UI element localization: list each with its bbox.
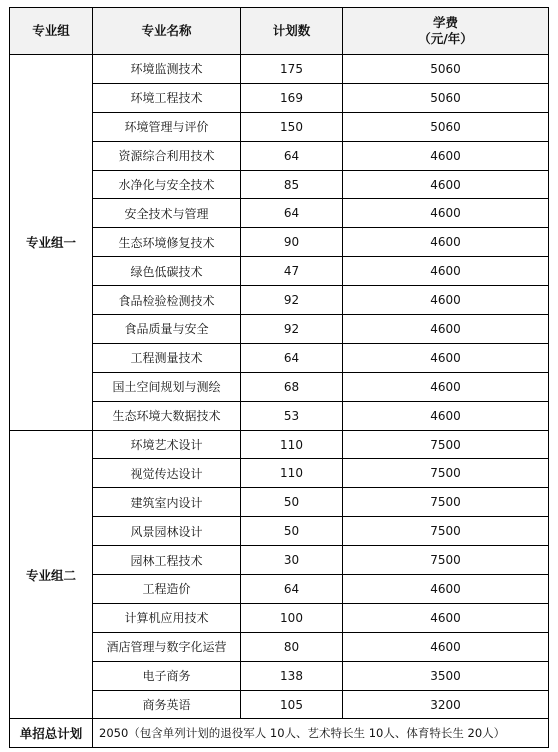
tuition-cell: 7500	[343, 546, 549, 575]
plan-count-cell: 105	[241, 690, 343, 719]
plan-count-cell: 68	[241, 372, 343, 401]
major-name-cell: 酒店管理与数字化运营	[93, 632, 241, 661]
major-name-cell: 生态环境大数据技术	[93, 401, 241, 430]
plan-count-cell: 50	[241, 517, 343, 546]
total-row	[10, 719, 549, 748]
plan-count-cell: 110	[241, 430, 343, 459]
plan-count-cell: 92	[241, 286, 343, 315]
total-text: 2050（包含单列计划的退役军人 10人、艺术特长生 10人、体育特长生 20人）	[93, 719, 549, 748]
tuition-cell: 4600	[343, 286, 549, 315]
plan-count-cell: 64	[241, 343, 343, 372]
total-label: 单招总计划	[10, 719, 93, 748]
plan-count-cell: 47	[241, 257, 343, 286]
major-name-cell: 环境工程技术	[93, 83, 241, 112]
major-name-cell: 安全技术与管理	[93, 199, 241, 228]
tuition-cell: 7500	[343, 459, 549, 488]
tuition-cell: 4600	[343, 343, 549, 372]
major-name-cell: 水净化与安全技术	[93, 170, 241, 199]
major-name-cell: 国土空间规划与测绘	[93, 372, 241, 401]
header-group: 专业组	[10, 8, 93, 55]
tuition-cell: 3200	[343, 690, 549, 719]
major-name-cell: 计算机应用技术	[93, 603, 241, 632]
major-name-cell: 食品质量与安全	[93, 315, 241, 344]
header-fee-line2: （元/年）	[418, 31, 473, 46]
enrollment-plan-table	[9, 7, 549, 748]
plan-count-cell: 53	[241, 401, 343, 430]
plan-count-cell: 80	[241, 632, 343, 661]
header-fee-line1: 学费	[432, 15, 458, 30]
tuition-cell: 4600	[343, 257, 549, 286]
plan-count-cell: 64	[241, 141, 343, 170]
major-name-cell: 资源综合利用技术	[93, 141, 241, 170]
header-fee	[343, 8, 549, 55]
plan-count-cell: 169	[241, 83, 343, 112]
tuition-cell: 3500	[343, 661, 549, 690]
plan-count-cell: 92	[241, 315, 343, 344]
table-row	[10, 430, 549, 459]
tuition-cell: 5060	[343, 83, 549, 112]
tuition-cell: 4600	[343, 228, 549, 257]
major-name-cell: 环境艺术设计	[93, 430, 241, 459]
plan-count-cell: 100	[241, 603, 343, 632]
major-name-cell: 生态环境修复技术	[93, 228, 241, 257]
enrollment-plan-table-container	[9, 7, 549, 748]
major-name-cell: 商务英语	[93, 690, 241, 719]
major-name-cell: 环境监测技术	[93, 55, 241, 84]
tuition-cell: 4600	[343, 632, 549, 661]
group-label: 专业组一	[10, 55, 93, 431]
tuition-cell: 4600	[343, 315, 549, 344]
major-name-cell: 风景园林设计	[93, 517, 241, 546]
plan-count-cell: 64	[241, 575, 343, 604]
major-name-cell: 建筑室内设计	[93, 488, 241, 517]
tuition-cell: 4600	[343, 170, 549, 199]
tuition-cell: 7500	[343, 430, 549, 459]
plan-count-cell: 85	[241, 170, 343, 199]
major-name-cell: 食品检验检测技术	[93, 286, 241, 315]
plan-count-cell: 138	[241, 661, 343, 690]
tuition-cell: 4600	[343, 141, 549, 170]
tuition-cell: 4600	[343, 575, 549, 604]
major-name-cell: 电子商务	[93, 661, 241, 690]
tuition-cell: 5060	[343, 112, 549, 141]
plan-count-cell: 30	[241, 546, 343, 575]
tuition-cell: 4600	[343, 603, 549, 632]
group-label: 专业组二	[10, 430, 93, 719]
tuition-cell: 4600	[343, 199, 549, 228]
table-row	[10, 55, 549, 84]
major-name-cell: 绿色低碳技术	[93, 257, 241, 286]
plan-count-cell: 64	[241, 199, 343, 228]
tuition-cell: 7500	[343, 488, 549, 517]
tuition-cell: 5060	[343, 55, 549, 84]
plan-count-cell: 110	[241, 459, 343, 488]
plan-count-cell: 150	[241, 112, 343, 141]
header-plan: 计划数	[241, 8, 343, 55]
header-name: 专业名称	[93, 8, 241, 55]
major-name-cell: 工程造价	[93, 575, 241, 604]
major-name-cell: 园林工程技术	[93, 546, 241, 575]
plan-count-cell: 175	[241, 55, 343, 84]
table-body	[10, 55, 549, 748]
major-name-cell: 环境管理与评价	[93, 112, 241, 141]
tuition-cell: 7500	[343, 517, 549, 546]
plan-count-cell: 50	[241, 488, 343, 517]
header-row	[10, 8, 549, 55]
major-name-cell: 工程测量技术	[93, 343, 241, 372]
plan-count-cell: 90	[241, 228, 343, 257]
tuition-cell: 4600	[343, 401, 549, 430]
major-name-cell: 视觉传达设计	[93, 459, 241, 488]
tuition-cell: 4600	[343, 372, 549, 401]
